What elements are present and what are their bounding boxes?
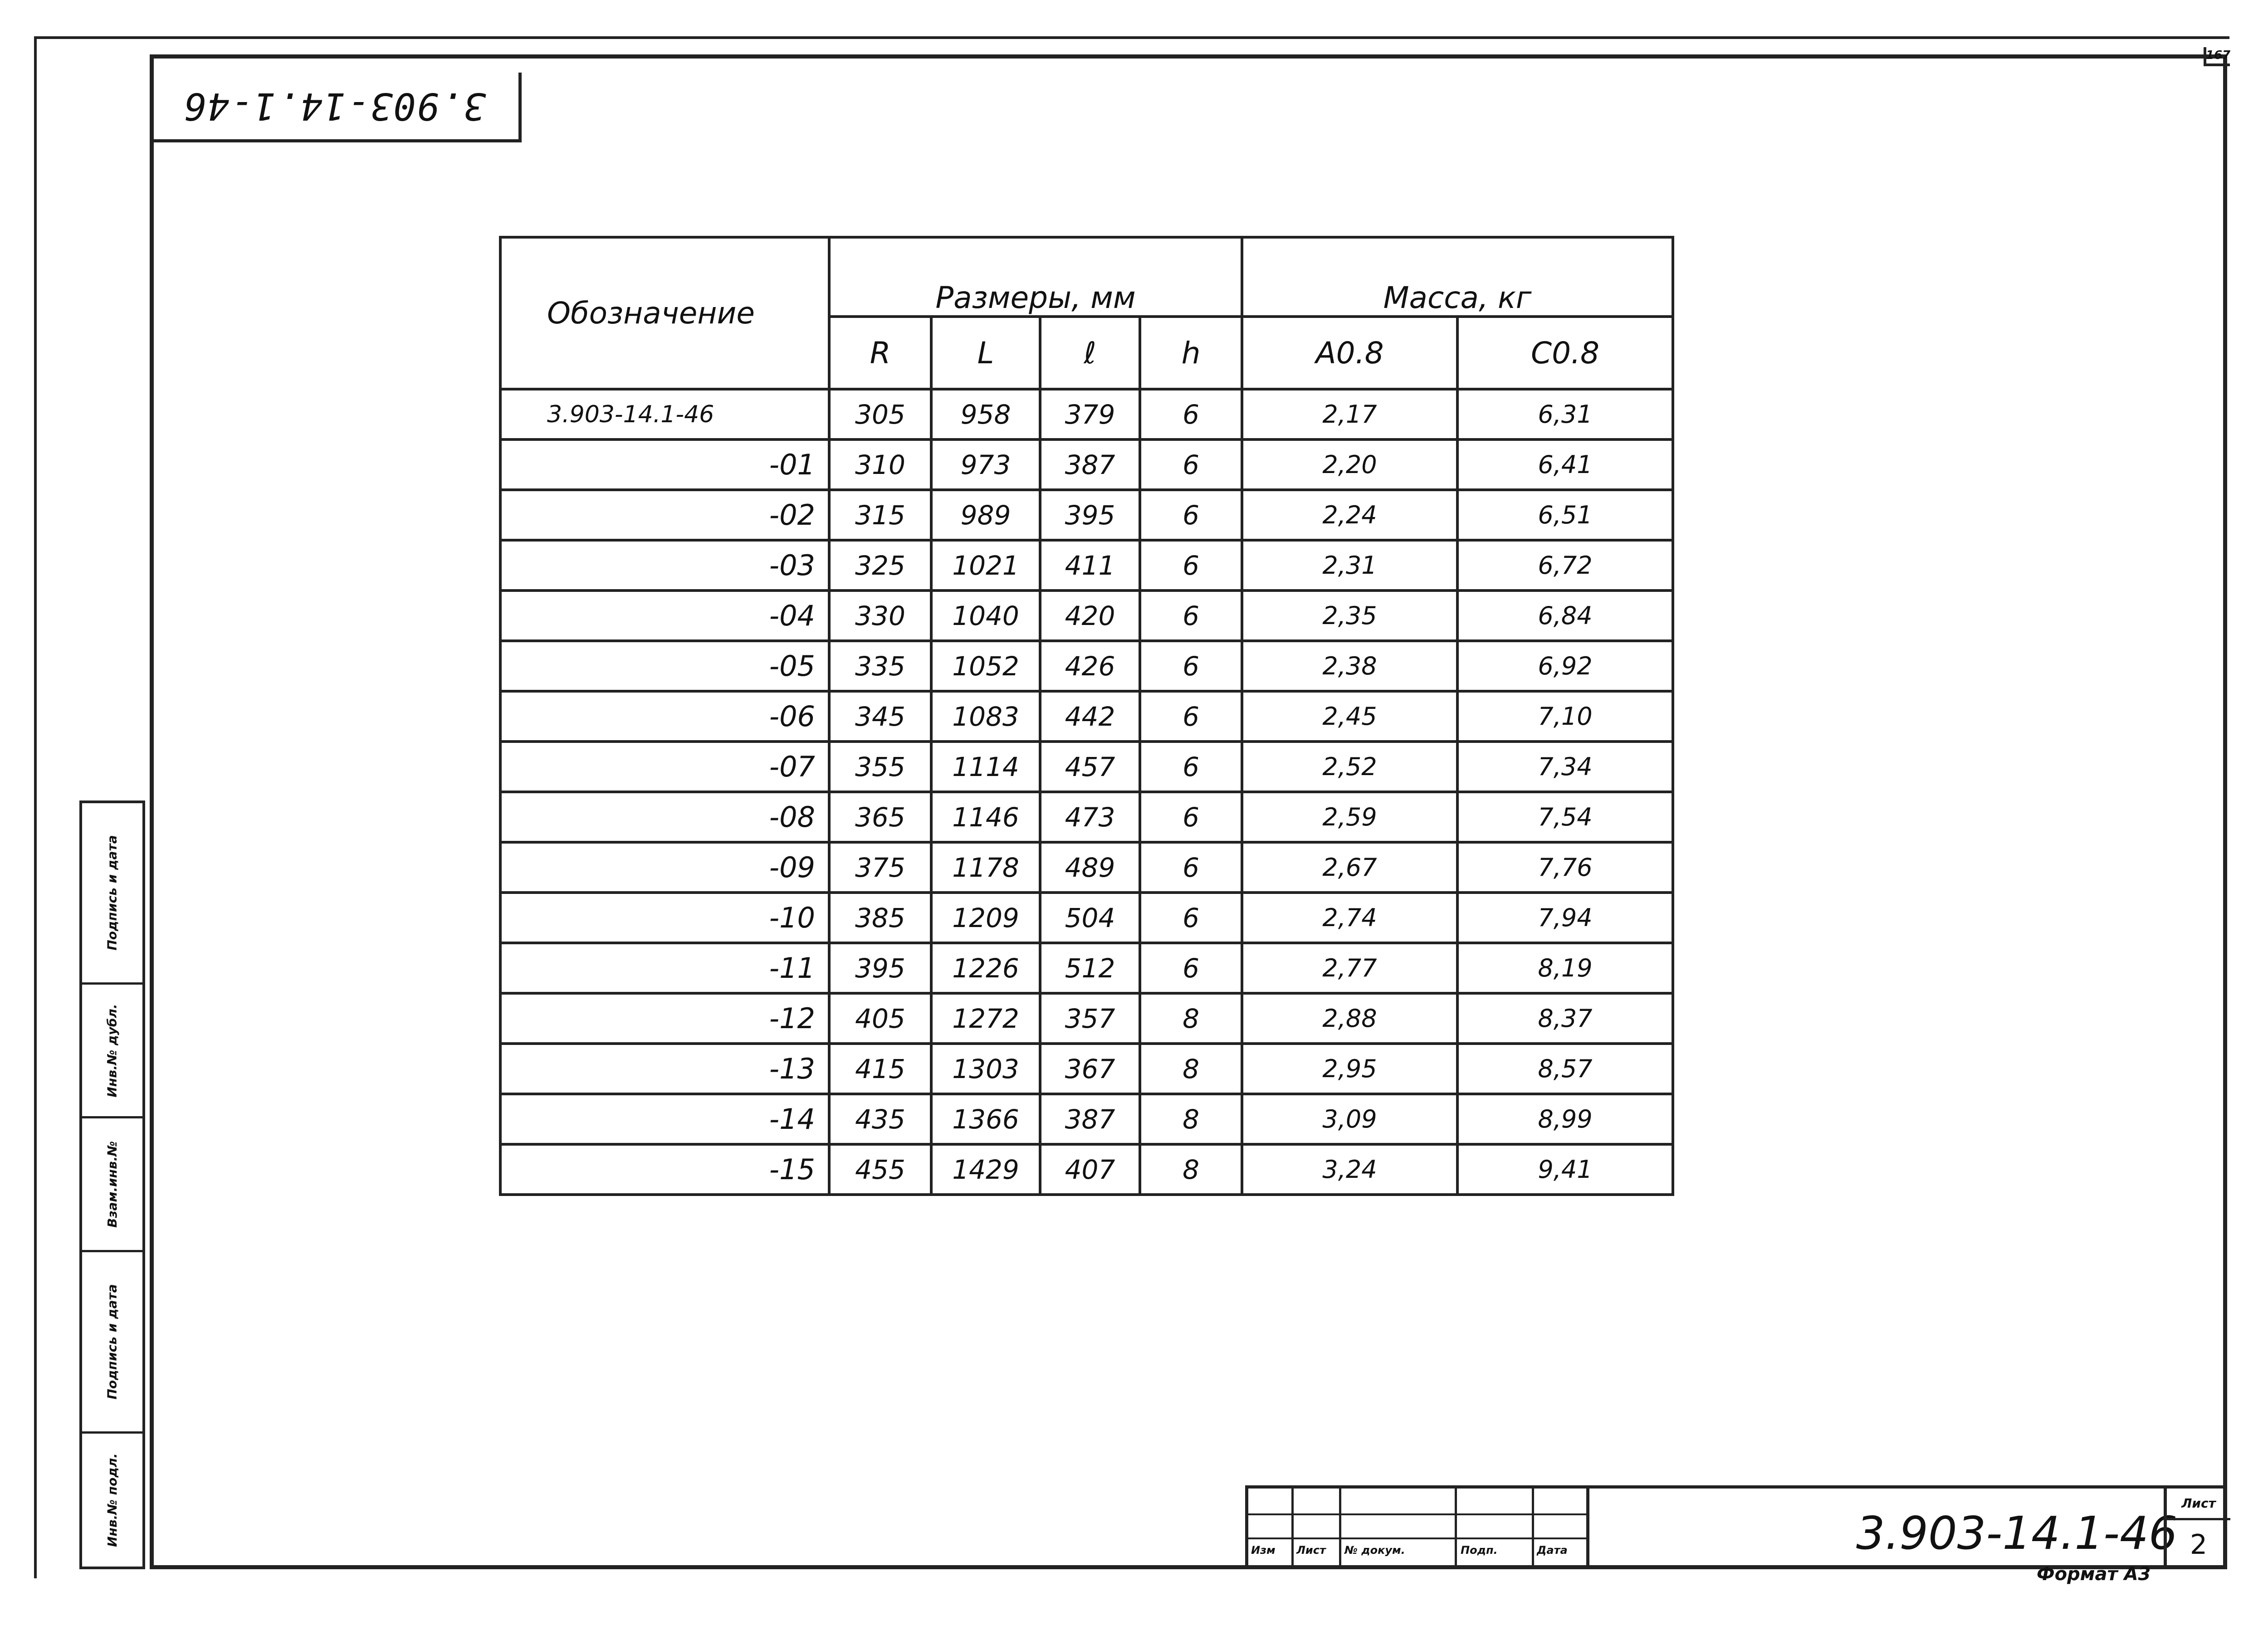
cell-mass-c08: 7,34 <box>1457 742 1673 792</box>
grid-line <box>1291 1489 1294 1569</box>
cell-l-lower: 387 <box>1040 439 1140 490</box>
table-row <box>500 591 1673 641</box>
cell-l-lower: 420 <box>1040 591 1140 641</box>
cell-mass-c08: 6,41 <box>1457 439 1673 490</box>
table-row <box>500 742 1673 792</box>
cell-l-lower: 512 <box>1040 943 1140 993</box>
format-label: Формат А3 <box>2037 1564 2151 1585</box>
table-row <box>500 792 1673 842</box>
revision-grid <box>1248 1489 1586 1569</box>
cell-mass-a08: 2,59 <box>1242 792 1457 842</box>
cell-l-upper: 1303 <box>931 1044 1040 1094</box>
table-row <box>500 1094 1673 1144</box>
rotated-document-code-box <box>150 73 522 142</box>
table-row <box>500 1144 1673 1195</box>
cell-mass-c08: 8,19 <box>1457 943 1673 993</box>
cell-l-upper: 989 <box>931 490 1040 540</box>
cell-l-upper: 1209 <box>931 893 1040 943</box>
cell-mass-a08: 3,09 <box>1242 1094 1457 1144</box>
cell-designation: -01 <box>500 439 829 490</box>
cell-r: 395 <box>829 943 931 993</box>
cell-r: 365 <box>829 792 931 842</box>
cell-mass-a08: 2,77 <box>1242 943 1457 993</box>
cell-mass-c08: 6,92 <box>1457 641 1673 691</box>
label-data: Дата <box>1537 1544 1568 1557</box>
cell-mass-c08: 6,72 <box>1457 540 1673 591</box>
cell-l-upper: 1178 <box>931 842 1040 893</box>
sheet-number: 2 <box>2190 1529 2208 1561</box>
side-cell-5 <box>82 1434 142 1567</box>
header-col-l-lower: ℓ <box>1040 317 1140 389</box>
cell-mass-a08: 2,35 <box>1242 591 1457 641</box>
cell-designation: -08 <box>500 792 829 842</box>
cell-mass-c08: 6,51 <box>1457 490 1673 540</box>
cell-designation: -06 <box>500 691 829 742</box>
cell-mass-c08: 8,57 <box>1457 1044 1673 1094</box>
cell-designation: -03 <box>500 540 829 591</box>
cell-mass-a08: 3,24 <box>1242 1144 1457 1195</box>
dimensions-mass-table <box>499 236 1674 1196</box>
cell-mass-a08: 2,88 <box>1242 993 1457 1044</box>
table-row <box>500 691 1673 742</box>
cell-designation: -15 <box>500 1144 829 1195</box>
sheet-label: Лист <box>2167 1489 2230 1520</box>
cell-h: 6 <box>1140 742 1242 792</box>
header-col-a08: А0.8 <box>1242 317 1457 389</box>
header-col-r: R <box>829 317 931 389</box>
label-doc-no: № докум. <box>1344 1544 1405 1557</box>
cell-r: 375 <box>829 842 931 893</box>
cell-l-lower: 442 <box>1040 691 1140 742</box>
cell-h: 6 <box>1140 439 1242 490</box>
cell-designation: -12 <box>500 993 829 1044</box>
cell-l-upper: 1226 <box>931 943 1040 993</box>
side-label: Подпись и дата <box>105 835 120 951</box>
side-cell-2 <box>82 985 142 1118</box>
cell-h: 6 <box>1140 691 1242 742</box>
cell-mass-c08: 8,99 <box>1457 1094 1673 1144</box>
cell-h: 6 <box>1140 893 1242 943</box>
cell-l-lower: 473 <box>1040 792 1140 842</box>
page-number: 167 <box>2204 47 2230 66</box>
cell-mass-c08: 7,54 <box>1457 792 1673 842</box>
header-designation: Обозначение <box>500 237 829 389</box>
cell-r: 435 <box>829 1094 931 1144</box>
cell-mass-a08: 2,17 <box>1242 389 1457 439</box>
cell-designation: -13 <box>500 1044 829 1094</box>
cell-l-lower: 387 <box>1040 1094 1140 1144</box>
cell-l-upper: 1021 <box>931 540 1040 591</box>
cell-mass-a08: 2,20 <box>1242 439 1457 490</box>
cell-mass-c08: 7,76 <box>1457 842 1673 893</box>
table-row <box>500 439 1673 490</box>
cell-l-lower: 395 <box>1040 490 1140 540</box>
cell-r: 305 <box>829 389 931 439</box>
cell-r: 325 <box>829 540 931 591</box>
cell-l-upper: 973 <box>931 439 1040 490</box>
sheet-box <box>2164 1489 2230 1569</box>
cell-designation: -14 <box>500 1094 829 1144</box>
table-row <box>500 993 1673 1044</box>
header-col-c08: С0.8 <box>1457 317 1673 389</box>
cell-r: 345 <box>829 691 931 742</box>
title-block-document-code: 3.903-14.1-46 <box>1856 1507 2178 1560</box>
cell-mass-a08: 2,95 <box>1242 1044 1457 1094</box>
table-row <box>500 1044 1673 1094</box>
table-row <box>500 389 1673 439</box>
cell-l-lower: 504 <box>1040 893 1140 943</box>
cell-designation: -02 <box>500 490 829 540</box>
header-col-l-upper: L <box>931 317 1040 389</box>
table-row <box>500 490 1673 540</box>
cell-mass-a08: 2,45 <box>1242 691 1457 742</box>
cell-l-lower: 457 <box>1040 742 1140 792</box>
cell-r: 405 <box>829 993 931 1044</box>
side-cell-4 <box>82 1252 142 1434</box>
title-block-divider <box>1586 1489 1589 1569</box>
table-row <box>500 540 1673 591</box>
cell-l-upper: 1083 <box>931 691 1040 742</box>
cell-h: 8 <box>1140 1094 1242 1144</box>
cell-designation: -09 <box>500 842 829 893</box>
cell-designation: -11 <box>500 943 829 993</box>
cell-r: 330 <box>829 591 931 641</box>
side-label: Инв.№ дубл. <box>105 1003 120 1098</box>
table-row <box>500 893 1673 943</box>
cell-mass-a08: 2,67 <box>1242 842 1457 893</box>
cell-r: 335 <box>829 641 931 691</box>
cell-mass-c08: 6,84 <box>1457 591 1673 641</box>
cell-h: 6 <box>1140 792 1242 842</box>
cell-h: 6 <box>1140 490 1242 540</box>
table-body <box>500 389 1673 1195</box>
grid-line <box>1532 1489 1534 1569</box>
cell-designation: -07 <box>500 742 829 792</box>
label-izm: Изм <box>1251 1544 1276 1557</box>
cell-mass-a08: 2,38 <box>1242 641 1457 691</box>
cell-mass-a08: 2,31 <box>1242 540 1457 591</box>
cell-r: 455 <box>829 1144 931 1195</box>
side-signature-strip <box>79 800 145 1569</box>
title-block <box>1245 1485 2227 1569</box>
cell-h: 6 <box>1140 540 1242 591</box>
side-label: Взам.инв.№ <box>105 1141 120 1228</box>
cell-r: 385 <box>829 893 931 943</box>
cell-l-lower: 411 <box>1040 540 1140 591</box>
cell-mass-c08: 7,10 <box>1457 691 1673 742</box>
cell-mass-a08: 2,74 <box>1242 893 1457 943</box>
grid-line <box>1248 1513 1586 1515</box>
cell-l-upper: 1040 <box>931 591 1040 641</box>
header-dimensions: Размеры, мм <box>829 237 1242 317</box>
cell-l-lower: 367 <box>1040 1044 1140 1094</box>
cell-r: 315 <box>829 490 931 540</box>
cell-h: 8 <box>1140 1044 1242 1094</box>
grid-line <box>1455 1489 1457 1569</box>
cell-r: 310 <box>829 439 931 490</box>
cell-h: 6 <box>1140 591 1242 641</box>
cell-h: 6 <box>1140 943 1242 993</box>
side-label: Инв.№ подл. <box>105 1453 120 1547</box>
cell-h: 6 <box>1140 389 1242 439</box>
rotated-document-code: 3.903-14.1-46 <box>182 84 486 127</box>
cell-r: 415 <box>829 1044 931 1094</box>
header-col-h: h <box>1140 317 1242 389</box>
cell-l-upper: 1366 <box>931 1094 1040 1144</box>
cell-l-upper: 958 <box>931 389 1040 439</box>
table-row <box>500 641 1673 691</box>
cell-h: 6 <box>1140 842 1242 893</box>
side-cell-3 <box>82 1118 142 1252</box>
cell-h: 8 <box>1140 1144 1242 1195</box>
cell-l-upper: 1114 <box>931 742 1040 792</box>
cell-mass-c08: 8,37 <box>1457 993 1673 1044</box>
cell-mass-a08: 2,52 <box>1242 742 1457 792</box>
cell-designation: -05 <box>500 641 829 691</box>
header-mass: Масса, кг <box>1242 237 1673 317</box>
cell-l-upper: 1052 <box>931 641 1040 691</box>
cell-designation: -04 <box>500 591 829 641</box>
cell-l-lower: 426 <box>1040 641 1140 691</box>
cell-l-lower: 357 <box>1040 993 1140 1044</box>
cell-l-upper: 1146 <box>931 792 1040 842</box>
label-podp: Подп. <box>1461 1544 1498 1557</box>
cell-l-lower: 489 <box>1040 842 1140 893</box>
cell-designation: 3.903-14.1-46 <box>500 389 829 439</box>
cell-mass-c08: 7,94 <box>1457 893 1673 943</box>
label-list: Лист <box>1296 1544 1326 1557</box>
cell-r: 355 <box>829 742 931 792</box>
cell-h: 6 <box>1140 641 1242 691</box>
cell-mass-a08: 2,24 <box>1242 490 1457 540</box>
cell-h: 8 <box>1140 993 1242 1044</box>
cell-l-upper: 1429 <box>931 1144 1040 1195</box>
cell-designation: -10 <box>500 893 829 943</box>
grid-line <box>1339 1489 1341 1569</box>
cell-l-lower: 407 <box>1040 1144 1140 1195</box>
cell-l-upper: 1272 <box>931 993 1040 1044</box>
table-row <box>500 842 1673 893</box>
cell-mass-c08: 6,31 <box>1457 389 1673 439</box>
table-row <box>500 943 1673 993</box>
cell-mass-c08: 9,41 <box>1457 1144 1673 1195</box>
grid-line <box>1248 1537 1586 1539</box>
side-label: Подпись и дата <box>105 1284 120 1400</box>
cell-l-lower: 379 <box>1040 389 1140 439</box>
side-cell-1 <box>82 803 142 985</box>
